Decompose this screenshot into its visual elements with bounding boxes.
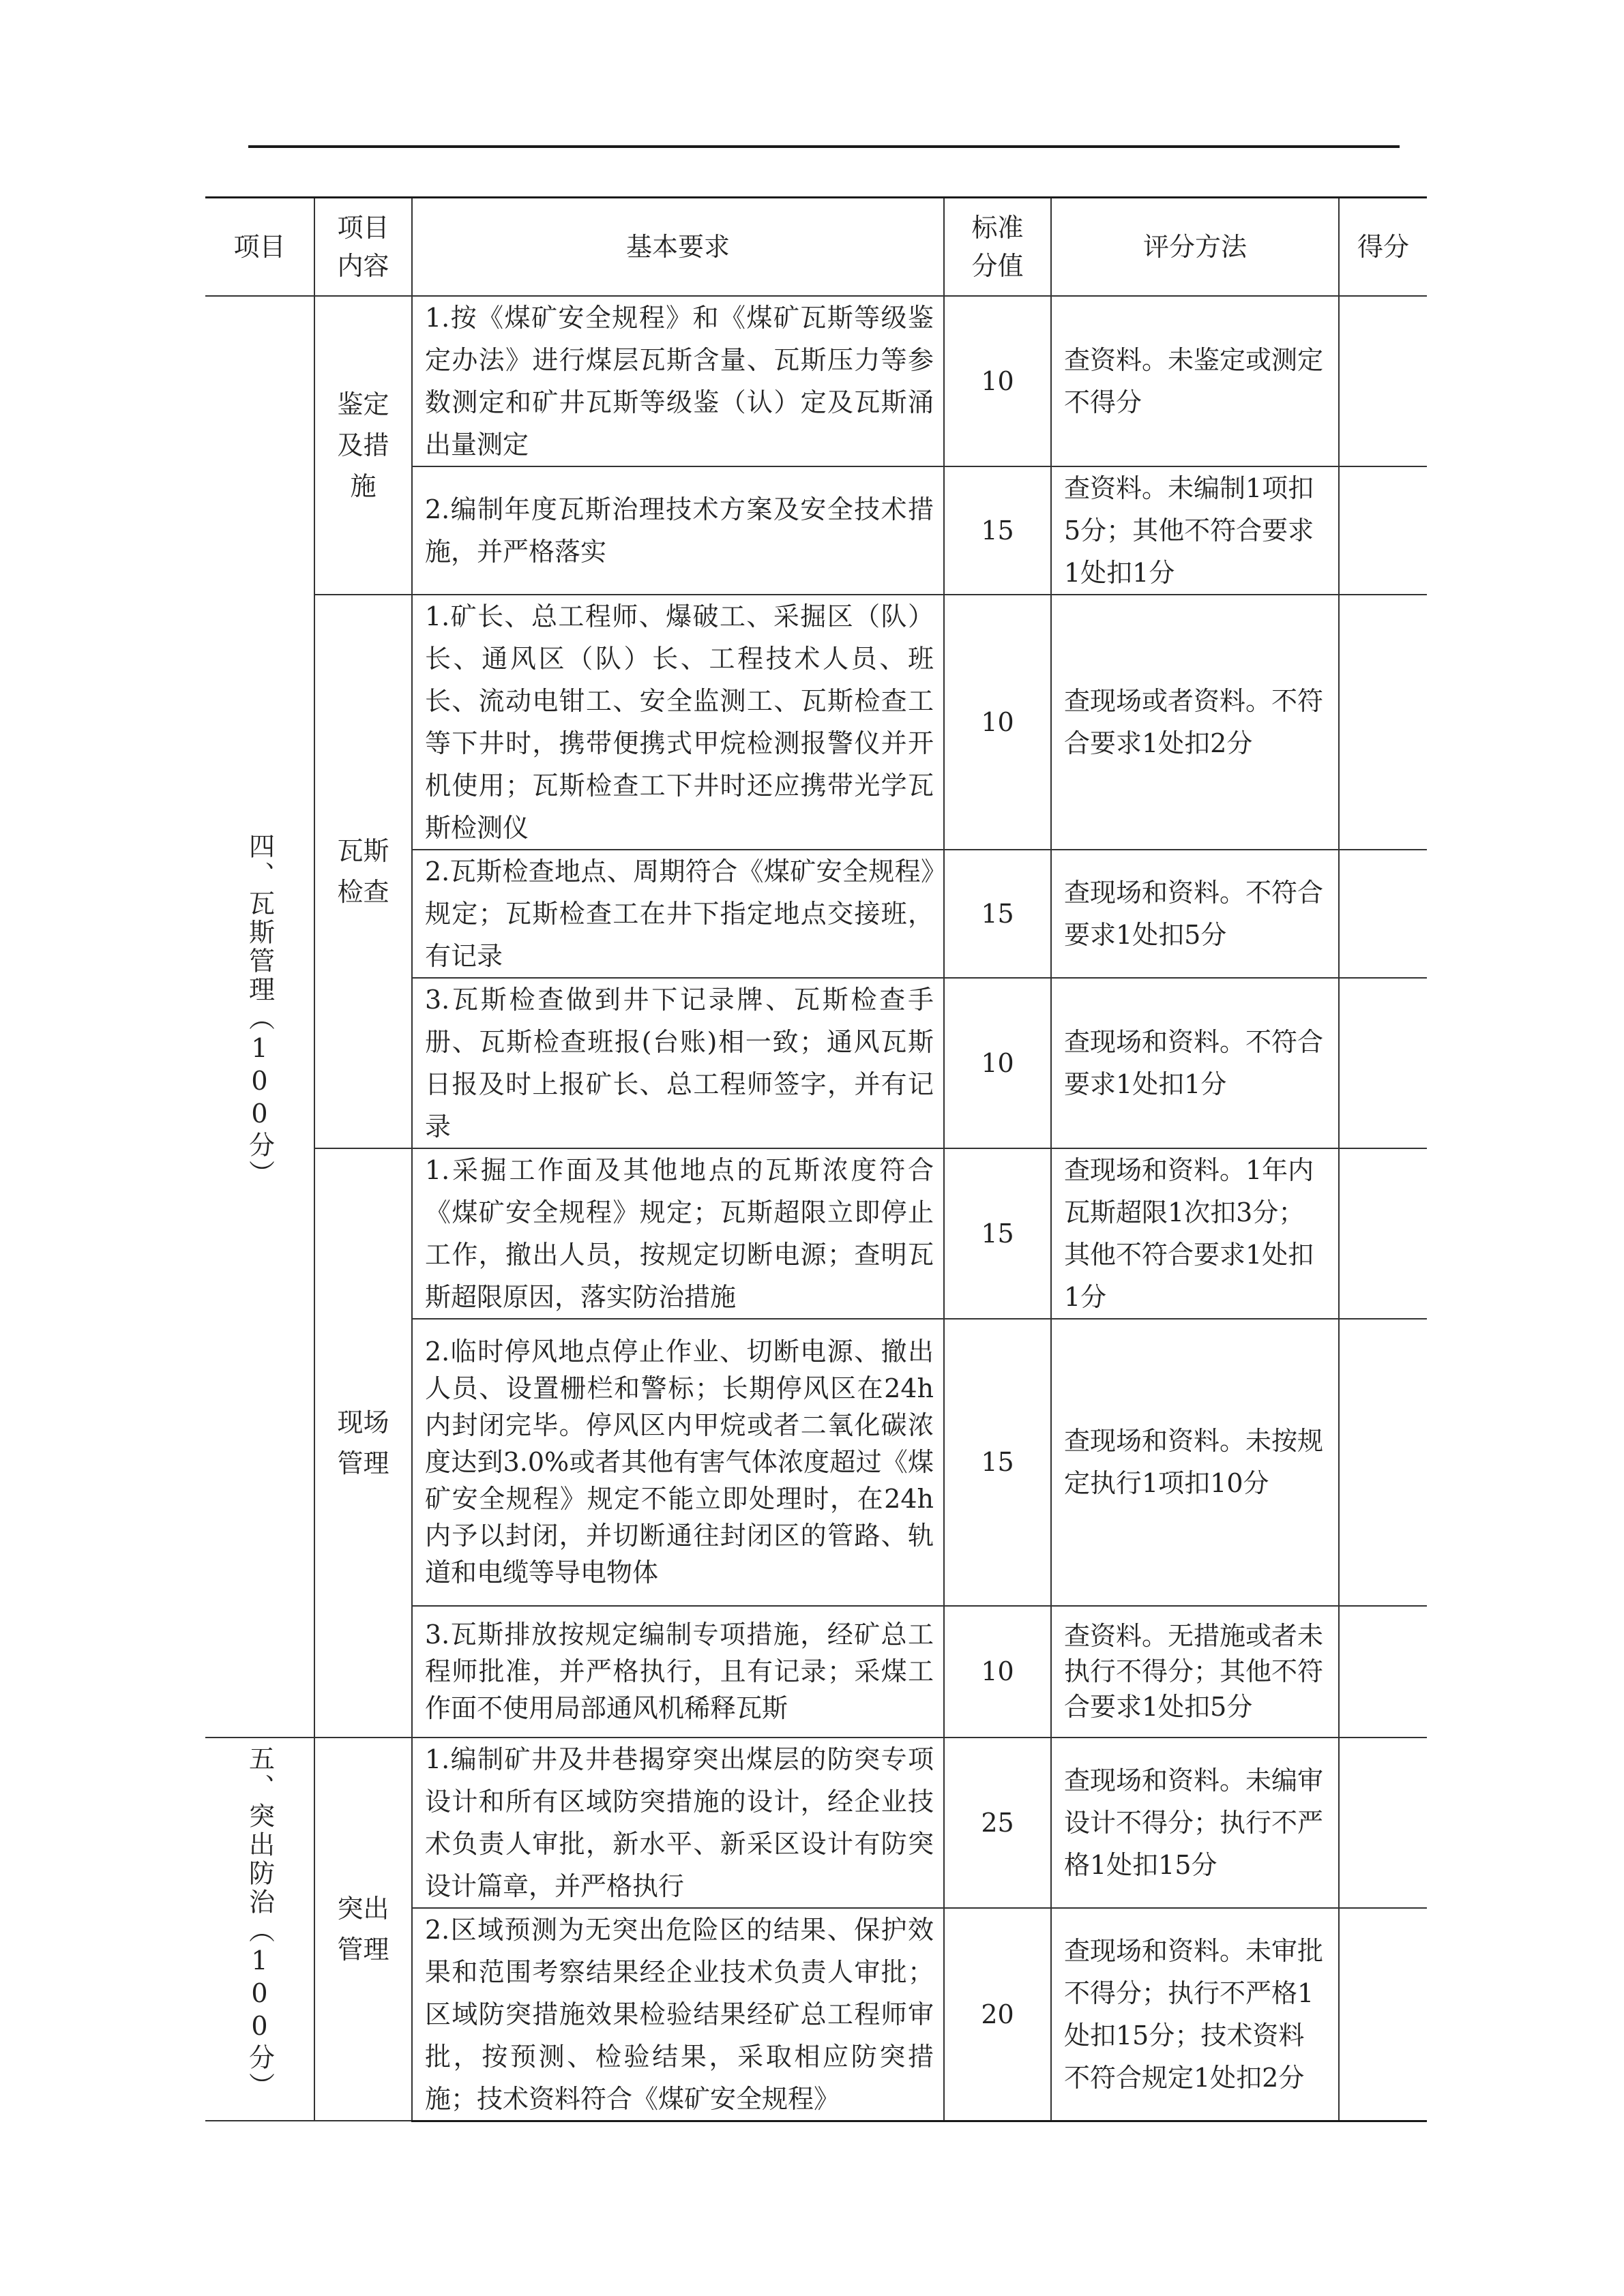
table-row xyxy=(205,296,1427,466)
header-standard-score-label: 标准分值 xyxy=(971,212,1024,281)
table-header-row xyxy=(205,198,1427,296)
score-cell: 15 xyxy=(944,1319,1051,1606)
content-outburst-management: 突出管理 xyxy=(314,1738,412,2121)
method-cell: 查资料。未编制1项扣5分；其他不符合要求1处扣1分 xyxy=(1051,466,1339,595)
table-row xyxy=(205,595,1427,850)
score-cell: 10 xyxy=(944,1606,1051,1738)
content-gas-inspection: 瓦斯检查 xyxy=(314,595,412,1148)
points-cell xyxy=(1339,1738,1427,1908)
header-rule xyxy=(248,145,1400,148)
section-item-label: 五、突出防治（100分） xyxy=(244,1744,275,2101)
points-cell xyxy=(1339,978,1427,1148)
method-cell: 查现场和资料。未按规定执行1项扣10分 xyxy=(1051,1319,1339,1606)
requirement-cell: 2.临时停风地点停止作业、切断电源、撤出人员、设置栅栏和警标；长期停风区在24h内封闭完毕。停风区内甲烷或者二氧化碳浓度达到3.0%或者其他有害气体浓度超过《煤矿安全规程》规定不能立即处理时，在24h内予以封闭，并切断通往封闭区的管路、轨道和电缆等导电物体 xyxy=(412,1319,944,1606)
table-row xyxy=(205,1738,1427,1908)
header-standard-score xyxy=(944,198,1051,296)
requirement-cell: 1.编制矿井及井巷揭穿突出煤层的防突专项设计和所有区域防突措施的设计，经企业技术负责人审批，新水平、新采区设计有防突设计篇章，并严格执行 xyxy=(412,1738,944,1908)
requirement-cell: 1.矿长、总工程师、爆破工、采掘区（队）长、通风区（队）长、工程技术人员、班长、流动电钳工、安全监测工、瓦斯检查工等下井时，携带便携式甲烷检测报警仪并开机使用；瓦斯检查工下井时还应携带光学瓦斯检测仪 xyxy=(412,595,944,850)
method-cell: 查资料。未鉴定或测定不得分 xyxy=(1051,296,1339,466)
requirement-cell: 2.瓦斯检查地点、周期符合《煤矿安全规程》规定；瓦斯检查工在井下指定地点交接班，有记录 xyxy=(412,850,944,978)
points-cell xyxy=(1339,595,1427,850)
points-cell xyxy=(1339,466,1427,595)
score-cell: 15 xyxy=(944,466,1051,595)
method-cell: 查资料。无措施或者未执行不得分；其他不符合要求1处扣5分 xyxy=(1051,1606,1339,1738)
method-cell: 查现场和资料。不符合要求1处扣5分 xyxy=(1051,850,1339,978)
header-content xyxy=(314,198,412,296)
points-cell xyxy=(1339,1148,1427,1319)
content-site-management: 现场管理 xyxy=(314,1148,412,1738)
table-row xyxy=(205,1148,1427,1319)
score-cell: 20 xyxy=(944,1908,1051,2121)
points-cell xyxy=(1339,296,1427,466)
score-cell: 10 xyxy=(944,595,1051,850)
content-identification-measures: 鉴定及措施 xyxy=(314,296,412,595)
scoring-table xyxy=(205,196,1427,2122)
header-content-label: 项目内容 xyxy=(337,212,389,281)
header-requirement: 基本要求 xyxy=(412,198,944,296)
method-cell: 查现场或者资料。不符合要求1处扣2分 xyxy=(1051,595,1339,850)
score-cell: 10 xyxy=(944,978,1051,1148)
requirement-cell: 1.按《煤矿安全规程》和《煤矿瓦斯等级鉴定办法》进行煤层瓦斯含量、瓦斯压力等参数测定和矿井瓦斯等级鉴（认）定及瓦斯涌出量测定 xyxy=(412,296,944,466)
score-cell: 15 xyxy=(944,1148,1051,1319)
requirement-cell: 1.采掘工作面及其他地点的瓦斯浓度符合《煤矿安全规程》规定；瓦斯超限立即停止工作，撤出人员，按规定切断电源；查明瓦斯超限原因，落实防治措施 xyxy=(412,1148,944,1319)
score-cell: 25 xyxy=(944,1738,1051,1908)
requirement-cell: 2.编制年度瓦斯治理技术方案及安全技术措施，并严格落实 xyxy=(412,466,944,595)
requirement-cell: 3.瓦斯检查做到井下记录牌、瓦斯检查手册、瓦斯检查班报(台账)相一致；通风瓦斯日报及时上报矿长、总工程师签字，并有记录 xyxy=(412,978,944,1148)
method-cell: 查现场和资料。1年内瓦斯超限1次扣3分；其他不符合要求1处扣1分 xyxy=(1051,1148,1339,1319)
points-cell xyxy=(1339,1319,1427,1606)
method-cell: 查现场和资料。不符合要求1处扣1分 xyxy=(1051,978,1339,1148)
header-points: 得分 xyxy=(1339,198,1427,296)
score-cell: 10 xyxy=(944,296,1051,466)
points-cell xyxy=(1339,1606,1427,1738)
requirement-cell: 3.瓦斯排放按规定编制专项措施，经矿总工程师批准，并严格执行，且有记录；采煤工作面不使用局部通风机稀释瓦斯 xyxy=(412,1606,944,1738)
header-item: 项目 xyxy=(205,198,314,296)
requirement-cell: 2.区域预测为无突出危险区的结果、保护效果和范围考察结果经企业技术负责人审批；区域防突措施效果检验结果经矿总工程师审批，按预测、检验结果，采取相应防突措施；技术资料符合《煤矿安全规程》 xyxy=(412,1908,944,2121)
points-cell xyxy=(1339,1908,1427,2121)
points-cell xyxy=(1339,850,1427,978)
score-cell: 15 xyxy=(944,850,1051,978)
section-item-label: 四、瓦斯管理（100分） xyxy=(244,832,275,1189)
section-item-outburst-prevention xyxy=(205,1738,314,2121)
header-method: 评分方法 xyxy=(1051,198,1339,296)
method-cell: 查现场和资料。未审批不得分；执行不严格1处扣15分；技术资料不符合规定1处扣2分 xyxy=(1051,1908,1339,2121)
section-item-gas-management xyxy=(205,296,314,1738)
method-cell: 查现场和资料。未编审设计不得分；执行不严格1处扣15分 xyxy=(1051,1738,1339,1908)
